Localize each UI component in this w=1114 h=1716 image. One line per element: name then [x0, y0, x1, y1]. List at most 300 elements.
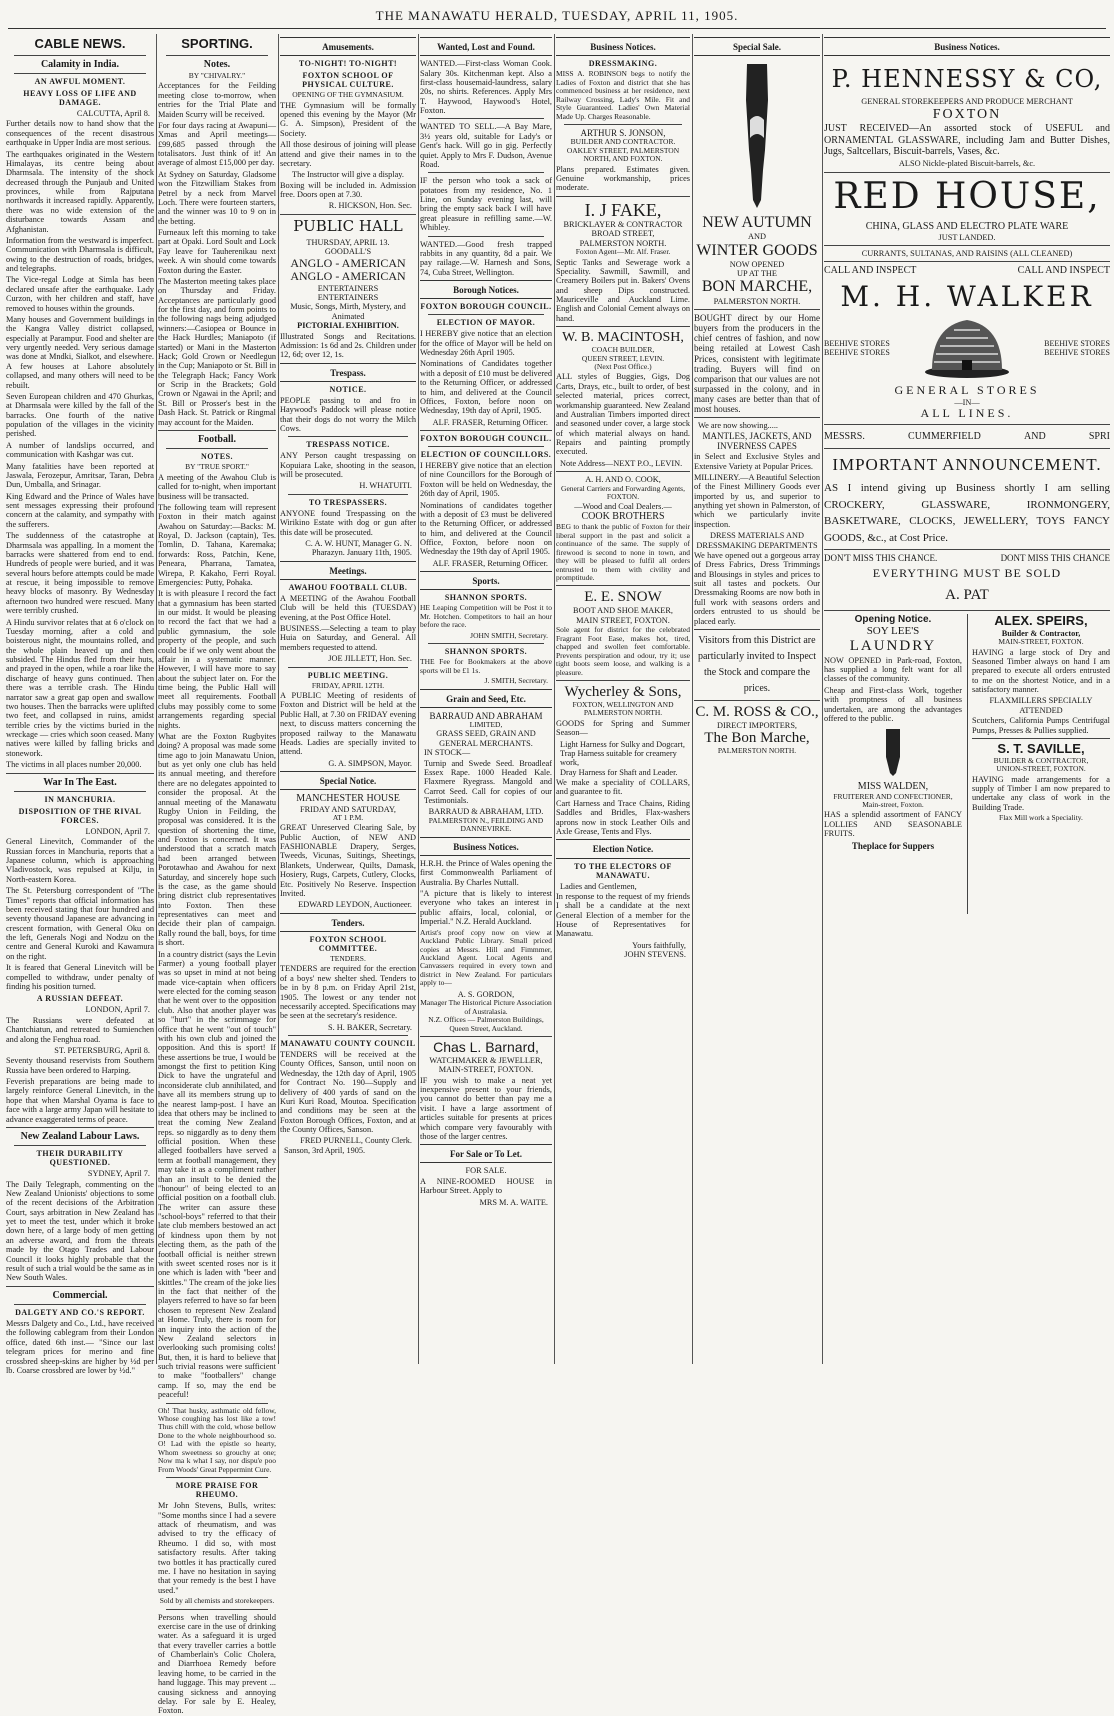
- section-heading: Special Notice.: [319, 776, 377, 787]
- section-heading: Business Notices.: [934, 42, 1000, 52]
- paragraph: The suddenness of the catastrophe at Dharmsala was appalling. In a moment the barracks were shattered from end to end. Hundreds of people were buried, and it was several hours before attempts could be made at rescue, it being impossible to remove heavy blocks of masonry. By Wednesday afternoon two hundred were rescued. Many were terribly crushed.: [6, 531, 154, 616]
- paragraph: Nominations of Candidates together with a deposit of £10 must be delivered to the Returning Officer, or addressed to him, and delivered at the Council Offices, Foxton, before noon on Wednesday, 19th day of April, 1905.: [420, 359, 552, 416]
- ad-heading: Theplace for Suppers: [851, 840, 935, 851]
- ad-subheading: CHINA, GLASS AND ELECTRO PLATE WARE: [865, 221, 1069, 233]
- paragraph: A Hindu survivor relates that at 6 o'clock on Tuesday morning, after a cold and boisterous night, the mountains rolled, and the whole plain heaved up and then subsided. The Hindus fled from their huts, and prayed in the open, while a roar like the discharge of heavy guns continued. Then there was a terrible crash. The Hindu narrator saw a great gap open and swallow two houses. Then the barracks were uplifted two feet, and collapsed in ruins, amidst terrible cries by the victims buried in the wreckage — cries which soon ceased. Many natives were killed by falling bricks and stonework.: [6, 617, 154, 758]
- paragraph: THE Fee for Bookmakers at the above sports will be £1 1s.: [420, 657, 552, 675]
- rule: [166, 1403, 268, 1404]
- ad-date: Sanson, 3rd April, 1905.: [284, 1145, 366, 1155]
- rule: [694, 700, 820, 701]
- ad-date: FRIDAY AND SATURDAY,: [300, 804, 396, 814]
- rule: [556, 326, 690, 327]
- ad-subheading: BUILDER AND CONTRACTOR.: [570, 137, 676, 147]
- paragraph: BOUGHT direct by our Home buyers from the producers in the chief centres of fashion, and now being retailed at Lowest Cash Prices, consistent with legitimate trading. Buyers will find on comparison that our values are not surpassed in the colony, and in many cases are better than that of most houses.: [694, 312, 820, 415]
- ad-heading: COOK BROTHERS: [581, 510, 665, 522]
- paragraph: "A picture that is likely to interest everyone who takes an interest in public affairs, local, colonial, or Imperial." N.Z. Herald Auckland.: [420, 889, 552, 927]
- ad-heading: E. E. SNOW: [584, 589, 662, 606]
- signature: H. WHATUITI.: [359, 481, 412, 491]
- signature: G. A. SIMPSON, Mayor.: [328, 758, 412, 768]
- paragraph: Illustrated Songs and Recitations. Admission: 1s 6d and 2s. Children under 12, 6d; over 12, 1s.: [280, 331, 416, 360]
- dateline: CALCUTTA, April 8.: [76, 109, 150, 119]
- ad-heading: FOXTON SCHOOL COMMITTEE.: [309, 934, 387, 953]
- ad-subheading: Main-street, Foxton.: [862, 800, 924, 810]
- paragraph: General Linevitch, Commander of the Russian forces in Manchuria, reports that a Japanese column, which is approaching Vladivostock, was repulsed at Kilju, in North-eastern Korea.: [6, 837, 154, 884]
- section-heading: Borough Notices.: [453, 285, 519, 296]
- paragraph: Visitors from this District are particularly invited to Inspect the Stock and compare the prices.: [697, 634, 817, 694]
- column-divider: [418, 34, 419, 1364]
- paragraph: Dray Harness for Shaft and Leader.: [560, 767, 678, 777]
- rule: [824, 610, 1110, 611]
- paragraph: The Masterton meeting takes place on Thursday and Friday. Acceptances are particularly good for the first day, and form points to the following nags being adjudged winners:—Casiopea or Bounce in the Hack Hurdles; Maniapoto (if started) or Mani in the Masterton Hack; Gold Crown or Needlegun in the Cup; Maniapoto or St. Bill in the Telegraph Hack; Fancy Work or Scrip in the Brackets; Gold Crown or Ngawai in the April; and St. Bill or Prosser's best in the Dash Hack. St. Patrick or Ringmal may account for the Maiden.: [158, 276, 276, 427]
- ad-heading: FOXTON BOROUGH COUNCIL.: [420, 434, 552, 443]
- article-subheading: HEAVY LOSS OF LIFE AND DAMAGE.: [23, 89, 137, 108]
- paragraph: Ladies and Gentlemen,: [560, 881, 637, 891]
- ad-subheading: DONT MISS THIS CHANCE: [1000, 553, 1110, 564]
- rule: [14, 1145, 146, 1146]
- rule: [280, 214, 416, 215]
- paragraph: Foxton Agent—Mr. Alf. Fraser.: [575, 247, 671, 257]
- signature: R. HICKSON, Hon. Sec.: [328, 201, 412, 211]
- paragraph: HE Leaping Competition will be Post it to Mr. Hotchen. Competitors to hail an hour before the race.: [420, 603, 552, 630]
- paragraph: Scutchers, California Pumps Centrifugal Pumps, Presses & Pullies supplied.: [972, 716, 1110, 735]
- paragraph: IF you wish to make a neat yet inexpensive present to your friends, you cannot do better than pay me a visit. I have a large assortment of articles suitable for presents at prices which compare very favourably with those of the larger centres.: [420, 1075, 552, 1141]
- ad-subheading: MAIN-STREET, FOXTON.: [998, 637, 1084, 647]
- section-heading: Business Notices.: [453, 841, 519, 852]
- rule: [428, 314, 544, 315]
- paragraph: A meeting of the Awahou Club is called for to-night, when important business will be transacted.: [158, 472, 276, 501]
- paragraph: Further details now to hand show that the consequences of the recent disastrous earthquake in Upper India are most serious.: [6, 119, 154, 148]
- paragraph: TENDERS will be received at the County Offices, Sanson, until noon on Wednesday, the 12th day of April, 1905 for Contract No. 190—Supply and delivery of 400 yards of sand on the Kuri Kuri Road, Moutoa. Specification and conditions may be seen at the Foxton Borough Offices, Foxton, and at the County Offices, Sanson.: [280, 1050, 416, 1135]
- ad-heading: BON MARCHE,: [701, 278, 813, 296]
- signature: EDWARD LEYDON, Auctioneer.: [298, 900, 412, 910]
- ad-subheading: UNION-STREET, FOXTON.: [996, 764, 1086, 774]
- paragraph: King Edward and the Prince of Wales have sent messages expressing their profound concern at the calamity, and sympathy with the sufferers.: [6, 491, 154, 529]
- rule: [428, 236, 544, 237]
- rule: [824, 172, 1110, 173]
- ad-subheading: CALL AND INSPECT: [824, 265, 917, 277]
- paragraph: Trap Harness suitable for creamery work,: [560, 748, 677, 768]
- paragraph: Mr John Stevens, Bulls, writes: "Some months since I had a severe attack of rheumatism, and was advised to try the efficacy of Rheumo. I did so, with most satisfactory results. After taking two bottles it has practically cured me. I have no hesitation in saying that your remedy is the best I have used.": [158, 1501, 276, 1595]
- article-heading: Calamity in India.: [40, 58, 120, 70]
- paragraph: N.Z. Offices — Palmerston Buildings, Queen Street, Auckland.: [428, 1015, 544, 1033]
- ad-heading: SHANNON SPORTS.: [444, 593, 528, 603]
- column-amusements: [280, 34, 416, 1362]
- section-heading: Business Notices.: [590, 42, 656, 52]
- rule: [428, 446, 544, 447]
- rule: [14, 1304, 146, 1305]
- paragraph: A number of landslips occurred, and communication with Kashgar was cut.: [6, 440, 154, 460]
- paragraph: BUSINESS.—Selecting a team to play Huia on Saturday, and General. All members requested to attend.: [280, 624, 416, 652]
- classified-ad: WANTED.—Good fresh trapped rabbits in any quantity, 8d a pair. We pay railage.—W. Harnesh and Sons, 74, Cuba Street, Wellington.: [420, 239, 552, 277]
- paragraph: HAVING a large stock of Dry and Seasoned Timber always on hand I am prepared to execute all orders entrusted to me on the shortest Notice, and in a satisfactory manner.: [972, 647, 1110, 694]
- paragraph: In response to the request of my friends I shall be a candidate at the next General Election of a member for the House of Representatives for Manawatu.: [556, 891, 690, 939]
- paragraph: BEG to thank the public of Foxton for their liberal support in the past and solicit a continuance of the same. The supply of firewood is second to none in town, and they will be pleased to fulfil all orders entrusted to them with civility and promptitude.: [556, 522, 690, 582]
- dateline: ST. PETERSBURG, April 8.: [54, 1045, 150, 1055]
- paragraph: Acceptances for the Feilding meeting close to-morrow, when entries for the Trial Plate and Maiden Scurry will be received.: [158, 81, 276, 119]
- ad-subheading: COACH BUILDER,: [591, 345, 655, 355]
- ad-heading: INVERNESS CAPES: [717, 440, 797, 451]
- paragraph: All those desirous of joining will please attend and give their names in to the secretary.: [280, 140, 416, 168]
- paragraph: In a country district (says the Levin Farmer) a young football player was so upset in mind at not being made vice-captain when officers were elected for the coming season that he went over to the opposition club. Also that another player was so "hurt" in the scrimmage for office that he went "out of touch" with his own club and joined the opposition. And this is sport! If these assertions be true, I would be amongst the first to petition King Dick to have the ungrateful and inconsiderate club annihilated, and have all its members strung up to the nearest lamp-post. I have an idea that others may be inclined to treat the coming New Zealand reps. so niggardly as to deny them official position. When these alleged footballers have served a term at football management, they may take it as a compliment rather than an insult to be denied the "honour" of being elected to an official position on a football club. The writer can assure these "school-boys" referred to that their late club members bestowed an act of kindness upon them by not electing them, as the path of the football official is neither strewn with sweet scented roses nor is it one which is laden with "beer and skittles." The cream of the joke lies in the fact that neither of the players referred to have so far been chosen to represent New Zealand at Home. Truly, there is room for an inquiry into the action of the New Zealand selectors in overlooking such promising colts! But, then, it is hard to believe that such trivial reasons were sufficient to make "footballers" change camp. If so, may the end be peaceful!: [158, 949, 276, 1400]
- paragraph: Music, Songs, Mirth, Mystery, and Animated: [290, 302, 406, 321]
- ad-subheading: BEEHIVE STORES: [824, 348, 890, 358]
- ad-subheading: DIRECT IMPORTERS,: [716, 720, 798, 730]
- signature: FRED PURNELL, County Clerk.: [300, 1136, 412, 1146]
- article-heading: Football.: [197, 433, 237, 445]
- paragraph: Light Harness for Sulky and Dogcart,: [560, 739, 685, 749]
- ad-subheading: AND: [748, 232, 766, 242]
- column-divider: [692, 34, 693, 1364]
- ad-heading: DRESSMAKING.: [588, 59, 658, 69]
- dateline: LONDON, April 7.: [85, 1005, 150, 1015]
- ad-heading: PUBLIC MEETING.: [307, 670, 389, 680]
- masthead: [0, 0, 1114, 36]
- ad-heading: W. B. MACINTOSH,: [562, 330, 684, 346]
- ad-heading: EVERYTHING MUST BE SOLD: [872, 566, 1062, 581]
- ad-heading: SHANNON SPORTS.: [444, 647, 528, 657]
- ad-heading: ENTERTAINERS: [317, 283, 379, 293]
- rule: [6, 1286, 154, 1287]
- ad-heading: WINTER GOODS: [696, 241, 818, 259]
- ad-subheading: —IN—: [954, 397, 980, 407]
- ad-heading: I. J FAKE,: [584, 199, 662, 220]
- column-divider: [156, 34, 157, 1364]
- paragraph: The Instructor will give a display.: [292, 170, 404, 180]
- ad-heading: ELECTION OF COUNCILLORS.: [420, 450, 552, 460]
- rule: [166, 1477, 268, 1478]
- ad-heading: PUBLIC HALL: [293, 216, 403, 235]
- ad-subheading: JUST LANDED.: [938, 232, 996, 242]
- ad-heading: FOXTON SCHOOL OF PHYSICAL CULTURE.: [302, 71, 394, 90]
- ad-subheading: PALMERSTON NORTH.: [713, 296, 801, 306]
- ad-heading: RED HOUSE,: [833, 175, 1101, 217]
- paragraph: HAS a splendid assortment of FANCY LOLLIES AND SEASONABLE FRUITS.: [824, 810, 962, 839]
- section-heading: SPORTING.: [181, 36, 253, 51]
- ad-heading: LAUNDRY: [849, 637, 937, 654]
- rule: [972, 738, 1110, 739]
- column-divider: [967, 614, 968, 914]
- paragraph: Cheap and First-class Work, together with promptness of all business undertaken, are among the advantages offered to the public.: [824, 685, 962, 723]
- classified-ad: WANTED TO SELL.—A Bay Mare, 3½ years old, suitable for Lady's or Gent's hack. Will go in gig. Perfectly quiet. Apply to Mrs F. Dudson, Avenue Road.: [420, 122, 552, 169]
- dateline: SYDNEY, April 7.: [87, 1169, 150, 1179]
- ad-date: FRIDAY, APRIL 12TH.: [311, 680, 385, 690]
- pointing-hand-icon: [737, 60, 777, 210]
- paragraph: Plans prepared. Estimates given. Genuine workmanship, prices moderate.: [556, 164, 690, 193]
- ad-heading: Chas L. Barnard,: [433, 1039, 539, 1056]
- ad-subheading: PALMERSTON NORTH.: [717, 746, 797, 756]
- paragraph: Seven European children and 470 Ghurkas, at Dharmsala were killed by the fall of the barracks. One fourth of the native population of the villages in the vicinity perished.: [6, 391, 154, 439]
- article-subheading: IN MANCHURIA.: [44, 794, 116, 804]
- ad-date: AT 1 P.M.: [332, 812, 364, 822]
- rule: [6, 1127, 154, 1128]
- rule: [420, 430, 552, 431]
- masthead-rule: [8, 28, 1106, 29]
- ad-heading: FOXTON: [932, 106, 1002, 122]
- paragraph: The following team will represent Foxton in their match against Awahou on Saturday:—Backs: M. Royal, D. Jackson (captain), Tes. Tomlin, D. Tahana, Karemaka; forwards: Ross, Patchin, Kene, Peneara, Pharrana, Tamatea, Wirepa, P. Kakaho, Ferri Royal. Emergencies: Putty, Pohaka.: [158, 502, 276, 587]
- ad-speirs: [972, 614, 1110, 823]
- rule: [14, 73, 146, 74]
- ad-heading: The Bon Marche,: [704, 730, 810, 747]
- paragraph: Cart Harness and Trace Chains, Riding Saddles and Bridles, Flax-washers aprons now in stock Leather Oils and Axle Grease, Tents and Flys.: [556, 798, 690, 836]
- paragraph: in Select and Exclusive Styles and Extensive Variety at Popular Prices.: [694, 452, 820, 471]
- paragraph: Flax Mill work a Speciality.: [999, 813, 1083, 822]
- dateline: LONDON, April 7.: [85, 826, 150, 836]
- ad-subheading: OAKLEY STREET, PALMERSTON NORTH, AND FOXTON.: [566, 145, 680, 164]
- ad-heading: MANTLES, JACKETS, AND: [702, 430, 812, 441]
- paragraph: A PUBLIC Meeting of residents of Foxton and District will be held at the Public Hall, at 7.30 on FRIDAY evening next, to discuss matters concerning the proposed railway to the Manawatu Heads. Ladies are specially invited to attend.: [280, 691, 416, 757]
- section-heading: Trespass.: [330, 367, 366, 378]
- paragraph: GOODS for Spring and Summer Season—: [556, 718, 690, 738]
- ad-subheading: LIMITED,: [469, 720, 503, 729]
- paragraph: Note Address—NEXT P.O., LEVIN.: [560, 458, 683, 468]
- section-heading: Special Sale.: [732, 42, 781, 52]
- signature: JOHN STEVENS.: [624, 950, 686, 960]
- ad-heading: MANAWATU COUNTY COUNCIL: [280, 1039, 416, 1049]
- ad-heading: ARTHUR S. JONSON,: [580, 128, 666, 138]
- byline: BY "CHIVALRY.": [188, 70, 246, 80]
- newspaper-title: THE MANAWATU HERALD, TUESDAY, APRIL 11, 1905.: [375, 8, 739, 23]
- paragraph: GREAT Unreserved Clearing Sale, by Public Auction, of NEW AND FASHIONABLE Drapery, Serges, Tweeds, Vicunas, Suitings, Sheetings, Blankets, Underwear, Quilts, Damask, Hosiery, Rugs, Carpets, Cutlery, Clocks, Etc. Positively No Reserve. Inspection Invited.: [280, 823, 416, 898]
- signature: ALF. FRASER, Returning Officer.: [432, 558, 548, 568]
- ad-subheading: BEEHIVE STORES: [1044, 348, 1110, 358]
- section-heading: Amusements.: [322, 42, 374, 52]
- article-heading: New Zealand Labour Laws.: [20, 1130, 140, 1142]
- paragraph: Many fatalities have been reported at Jaswala, Ferozepur, Amritsar, Taran, Debra Dun, Umballa, and Srinagar.: [6, 461, 154, 490]
- rule: [824, 549, 1110, 550]
- paragraph: Septic Tanks and Sewerage work a Speciality. Sawmill, Sawmill, and Creamery Boilers put in. Bakers' Ovens and sheep Dips constructed. Mauriceville and Auckland Lime. English and Colonial Cement always on hand.: [556, 257, 690, 323]
- rule: [694, 417, 820, 418]
- ad-subheading: BEEHIVE STORES: [1044, 339, 1110, 349]
- column-business-notices: [556, 34, 690, 1362]
- paragraph: IN STOCK—: [424, 748, 471, 758]
- ad-subheading: BOOT AND SHOE MAKER,: [573, 606, 673, 616]
- ad-heading: ENTERTAINERS: [317, 293, 379, 302]
- ad-subheading: CUMMERFIELD: [908, 430, 981, 442]
- ad-heading: M. H. WALKER: [840, 279, 1094, 313]
- paragraph: At Sydney on Saturday, Gladsome won the Fitzwilliam Stakes from Petrel by a neck from Marvel Loch. There were fourteen starters, and the winner was 10 to 9 on in the betting.: [158, 169, 276, 226]
- signature: JOHN SMITH, Secretary.: [470, 630, 548, 640]
- paragraph: For four days racing at Awapuni—Xmas and April meetings—£99,685 passed through the totalisators. Just think of it! An average of almost £15,000 per day.: [158, 120, 276, 168]
- ad-subheading: TENDERS.: [330, 953, 366, 963]
- ad-heading: A. H. AND O. COOK,: [585, 475, 661, 485]
- paragraph: Yours faithfully,: [632, 940, 686, 950]
- ad-subheading: FOXTON.: [606, 492, 640, 502]
- paragraph: H.R.H. the Prince of Wales opening the first Commonwealth Parliament of Australia. By Charles Nuttall.: [420, 858, 552, 887]
- signature: S. H. BAKER, Secretary.: [327, 1022, 412, 1032]
- ad-heading: A. PAT: [945, 587, 989, 604]
- paragraph: What are the Foxton Rugbyites doing? A proposal was made some time ago to join Manawatu Union, but as yet only one club has held its annual meeting, and therefore there are no delegates appointed to consider the proposal. At the annual meeting of the Manawatu Rugby Union in Feilding, the proposal was considered. It is the question of shortening the time, and Foxton is concerned. It was understood that a scratch match had been arranged between Porotawhao and Awahou for next Saturday, and sincerely hope such is the case, as the game should bring district club representatives into Foxton. Then these representatives can meet and decide their plan of campaign. Rally round the ball, boys, for time is short.: [158, 731, 276, 948]
- ad-subheading: General Carriers and Forwarding Agents,: [561, 483, 685, 493]
- section-heading: Tenders.: [331, 917, 365, 928]
- article-subheading: MORE PRAISE FOR RHEUMO.: [175, 1481, 259, 1500]
- section-heading: Election Notice.: [592, 844, 654, 855]
- ad-subheading: OPENING OF THE GYMNASIUM.: [292, 90, 404, 100]
- paragraph: The victims in all places number 20,000.: [6, 760, 142, 770]
- ad-subheading: SPRI: [1088, 430, 1110, 442]
- column-divider: [554, 34, 555, 1364]
- ad-subheading: MESSRS.: [824, 430, 865, 442]
- article-subheading: THEIR DURABILITY QUESTIONED.: [36, 1149, 124, 1168]
- column-large-ads: [824, 34, 1110, 1362]
- rule: [556, 585, 690, 586]
- ad-subheading: AND: [1024, 430, 1046, 442]
- paragraph: The Daily Telegraph, commenting on the New Zealand Unionists' objections to some of the recent decisions of the Arbitration Court, says arbitration in New Zealand has yet to meet the test, under which it broke down here, of a large body of men getting an adverse award, and from the threats made by the Otago Trades and Labour Council it looks highly probable that the result of such a trial would be the same as in New South Wales.: [6, 1179, 154, 1283]
- rule: [288, 667, 408, 668]
- paragraph: THE Gymnasium will be formally opened this evening by the Mayor (Mr G. A. Simpson), President of the Society.: [280, 100, 416, 138]
- rule: [824, 245, 1110, 246]
- ad-heading: IMPORTANT ANNOUNCEMENT.: [832, 455, 1102, 475]
- ad-subheading: Builder & Contractor,: [1001, 628, 1081, 638]
- article-subheading: AN AWFUL MOMENT.: [34, 76, 126, 86]
- ad-subheading: BUILDER & CONTRACTOR,: [993, 755, 1089, 765]
- article-heading: War In The East.: [43, 776, 117, 788]
- paragraph: ALL styles of Buggies, Gigs, Dog Carts, Drays, etc., built to order, of best selected material, prices correct, workmanship guaranteed. New Zealand and Australian Timbers imported direct and seasoned under cover, a large stock of which material always on hand. Repairs and painting promptly executed.: [556, 372, 690, 457]
- ad-subheading: WATCHMAKER & JEWELLER,: [429, 1055, 543, 1065]
- classified-ad: IF the person who took a sack of potatoes from my residence, No. 1 Line, on Sunday evening last, will bring the empty sack back I will have great pleasure in refilling same.—W. Whibley.: [420, 176, 552, 233]
- signature: J. SMITH, Secretary.: [484, 676, 548, 686]
- rule: [556, 471, 690, 472]
- paragraph: We have opened out a gorgeous array of Dress Fabrics, Dress Trimmings and Blousings in styles and prices to suit all tastes and pockets. Our Dressmaking Rooms are now both in full work with seasons orders and orders entrusted to us should be placed early.: [694, 550, 820, 626]
- ad-heading: BARRAUD AND ABRAHAM: [429, 710, 543, 721]
- rule: [166, 55, 268, 56]
- ad-subheading: GENERAL STOREKEEPERS AND PRODUCE MERCHANT: [861, 97, 1073, 107]
- ad-subheading: FLAXMILLERS SPECIALLY ATTENDED: [989, 696, 1093, 715]
- paragraph: It is with pleasure I record the fact that a gymnasium has been started in our midst. It would be pleasing to record the fact that we had a public gymnasium, the sole property of the people, and such could be if we only went about the affair in a systematic manner. However, I will have more to say about the subject later on. For the time being, the Public Hall will meet all requirements. Football clubs may possibly come to some arrangements regarding special nights.: [158, 589, 276, 730]
- article-heading: Commercial.: [52, 1289, 108, 1301]
- ad-heading: P. HENNESSY & CO,: [831, 65, 1103, 94]
- rule: [158, 430, 276, 431]
- ad-heading: MANCHESTER HOUSE: [296, 793, 400, 805]
- paragraph: TENDERS are required for the erection of a boys' new shelter shed. Tenders to be in by 8 p.m. on Friday April 21st, 1905. The lowest or any tender not necessarily accepted. Specifications may be seen at the secretary's residence.: [280, 964, 416, 1021]
- ad-heading: NEW AUTUMN: [702, 214, 812, 232]
- ad-subheading: MAIN STREET, FOXTON.: [576, 615, 670, 625]
- ad-subheading: NOW OPENED: [729, 259, 785, 269]
- article-subheading: NOTES.: [200, 452, 234, 462]
- ad-heading: GENERAL STORES: [894, 383, 1040, 398]
- rule: [556, 196, 690, 197]
- paragraph: Persons when travelling should exercise care in the use of drinking water. As a safeguard it is urged that every traveller carries a bottle of Chamberlain's Colic Cholera, and Diarrhoea Remedy before leaving home, to be carried in the hand luggage. This may prevent ... causing sickness and annoying delay. For sale by E. Healey, Foxton.: [158, 1612, 276, 1716]
- ad-subheading: CALL AND INSPECT: [1017, 265, 1110, 277]
- ad-subheading: MAIN-STREET, FOXTON.: [438, 1065, 534, 1075]
- rule: [824, 424, 1110, 425]
- section-heading: Sports.: [472, 576, 500, 587]
- ad-heading: FOXTON BOROUGH COUNCIL.: [420, 302, 552, 312]
- paragraph: A MEETING of the Awahou Football Club will be held this (TUESDAY) evening, at the Post Office Hotel.: [280, 593, 416, 622]
- ad-subheading: BEEHIVE STORES: [824, 339, 890, 349]
- signature: C. A. W. HUNT, Manager G. N. Pharazyn. January 11th, 1905.: [305, 539, 412, 558]
- column-cable-news: [6, 34, 154, 1375]
- rule: [824, 261, 1110, 262]
- ad-subheading: DON'T MISS THIS CHANCE.: [824, 553, 938, 564]
- paragraph: Information from the westward is imperfect. Communication with Dharmsala is difficult, owing to the destruction of roads, bridges, and telegraphs.: [6, 235, 154, 274]
- rule: [6, 773, 154, 774]
- paragraph: Sold by all chemists and storekeepers.: [159, 1596, 275, 1606]
- rule: [556, 680, 690, 681]
- paragraph: MISS A. ROBINSON begs to notify the Ladies of Foxton and district that she has commenced business at her residence, next Railway Crossing, Lady's Mile. Fit and Style Guaranteed. Ladies' Own Material Made Up. Charges Reasonable.: [556, 69, 690, 121]
- paragraph: The Russians were defeated at Chantchiatun, and retreated to Sumienchen and along the Fenghua road.: [6, 1015, 154, 1044]
- section-heading: For Sale or To Let.: [450, 1149, 522, 1160]
- ad-heading: PICTORIAL EXHIBITION.: [297, 321, 399, 331]
- paragraph: We make a speciality of COLLARS, and guarantee to fit.: [556, 778, 690, 797]
- ad-heading: BARRAUD & ABRAHAM, LTD.: [428, 807, 544, 817]
- section-heading: Grain and Seed, Etc.: [446, 693, 526, 704]
- ad-heading: MISS WALDEN,: [857, 781, 929, 793]
- ad-heading: SOY LEE'S: [866, 625, 920, 638]
- paragraph: Sole agent for district for the celebrated Fragrant Foot Ease, makes hot, tired, chapped and swollen feet comfortable. Prevents perspiration and odour, try it; use tight boots seem loose, and walking is a pleasure.: [556, 625, 690, 677]
- paragraph: Turnip and Swede Seed. Broadleaf Essex Rape. 1000 Headed Kale. Flaxmere Ryegrass. Mangold and Carrot Seed. Call for copies of our Testimonials.: [424, 758, 552, 806]
- rule: [420, 1036, 552, 1037]
- rule: [428, 172, 544, 173]
- byline: BY "TRUE SPORT.": [185, 462, 249, 472]
- paragraph: It is feared that General Linevitch will be compelled to withdraw, under penalty of finding his position turned.: [6, 963, 154, 991]
- ad-subheading: FRUITERER AND CONFECTIONER,: [833, 791, 953, 801]
- column-divider: [278, 34, 279, 1364]
- article-subheading: A RUSSIAN DEFEAT.: [36, 994, 124, 1004]
- paragraph: Nominations of candidates together with a deposit of £3 must be delivered to the Returning Officer, or addressed to him, and delivered at the Council Office, Foxton, before noon on Wednesday the 19th day of April 1905.: [420, 500, 552, 557]
- column-sporting: [158, 34, 276, 1716]
- paragraph: NOW OPENED in Park-road, Foxton, has supplied a long felt want for all classes of the community.: [824, 655, 962, 684]
- ad-subheading: QUEEN STREET, LEVIN.: [581, 353, 665, 363]
- ad-subheading: CURRANTS, SULTANAS, AND RAISINS (ALL CLEANED): [861, 249, 1073, 259]
- ad-heading: Opening Notice.: [854, 613, 932, 625]
- paragraph: AS I intend giving up Business shortly I am selling CROCKERY, GLASSWARE, IRONMONGERY, BASKETWARE, CLOCKS, JEWELLERY, TOYS FANCY GOODS, &c., at Cost Price.: [824, 482, 1110, 544]
- ad-heading: Wycherley & Sons,: [564, 683, 682, 700]
- paragraph: Boxing will be included in. Admission free. Doors open at 7.30.: [280, 180, 416, 200]
- paragraph: Seventy thousand reservists from Southern Russia have been ordered to Harping.: [6, 1056, 154, 1075]
- rule: [824, 448, 1110, 449]
- ad-heading: DRESS MATERIALS AND DRESSMAKING DEPARTMENTS: [696, 531, 818, 550]
- ad-date: THURSDAY, APRIL 13.: [306, 237, 390, 247]
- ad-subheading: PALMERSTON NORTH.: [579, 238, 667, 248]
- ad-heading: GOODALL'S: [324, 247, 372, 257]
- section-heading: Wanted, Lost and Found.: [437, 42, 535, 52]
- ad-heading: TO TRESPASSERS.: [308, 497, 388, 507]
- ad-heading: TRESPASS NOTICE.: [306, 440, 390, 450]
- ad-subheading: —Wood and Coal Dealers.—: [574, 501, 672, 511]
- ad-subheading: BROAD STREET,: [591, 229, 655, 239]
- paragraph: Furneaux left this morning to take part at Opaki. Lord Soult and Lock Fay leave for Tauherenikau next week. A win should come towards Foxton during the Easter.: [158, 228, 276, 275]
- ad-heading: TO THE ELECTORS OF MANAWATU.: [574, 861, 672, 880]
- paragraph: HAVING made arrangements for a supply of Timber I am now prepared to undertake any class of work in the Building Trade.: [972, 774, 1110, 812]
- ad-heading: A. S. GORDON,: [457, 989, 515, 999]
- signature: JOE JILLETT, Hon. Sec.: [328, 654, 412, 664]
- rule: [14, 55, 146, 56]
- rule: [428, 118, 544, 119]
- rule: [694, 629, 820, 630]
- rule: [288, 436, 408, 437]
- ad-subheading: FOXTON, WELLINGTON AND PALMERSTON NORTH.: [572, 699, 674, 718]
- rule: [14, 791, 146, 792]
- paragraph: Many houses and Government buildings in the Kangra Valley district collapsed, especially at Parampur. Food and shelter are very urgently needed. Very serious damage was done at Mndki, Sialkot, and elsewhere. A few houses at Lahore absolutely collapsed, and many others will need to be rebuilt.: [6, 314, 154, 390]
- paragraph: MILLINERY.—A Beautiful Selection of the Finest Millinery Goods ever imported by us, and superior to anything yet shown in Palmerston, of which we particularly invite inspection.: [694, 472, 820, 529]
- paragraph: Feverish preparations are being made to largely reinforce General Linevitch, in the hope that when Marshal Oyama is face to face with a large army Japan will hesitate to advance exaggerated terms of peace.: [6, 1077, 154, 1124]
- rule: [288, 1035, 408, 1036]
- section-heading: CABLE NEWS.: [34, 36, 126, 51]
- ad-subheading: UP AT THE: [737, 269, 777, 279]
- signature: ALF. FRASER, Returning Officer.: [432, 417, 548, 427]
- column-wanted: [420, 34, 552, 1362]
- paragraph: I HEREBY give notice that an election of nine Councillors for the Borough of Foxton will be held on Wednesday, the 26th day of April, 1905.: [420, 461, 552, 499]
- ad-heading: NOTICE.: [329, 384, 367, 394]
- verse: Oh! That husky, asthmatic old fellow, Whose coughing has lost like a tow! Thus chill with the cold, whose bellow Done to the whole neighbourhood so. O! Lad with the epistle so hearty, Whom sweetness so grouchy at one; Now ma k what I say, nor dispu'e poo From Woods' Great Peppermint Cure.: [158, 1405, 276, 1474]
- ad-soy-lee: [824, 614, 962, 851]
- paragraph: I HEREBY give notice that an election for the office of Mayor will be held on Wednesday 26th April 1905.: [420, 329, 552, 357]
- ad-heading: FOR SALE.: [465, 1166, 507, 1176]
- ad-heading: TO-NIGHT! TO-NIGHT!: [298, 59, 398, 69]
- rule: [428, 643, 544, 644]
- classified-ad: WANTED.—First-class Woman Cook. Salary 30s. Kitchenman kept. Also a first-class housemaid-laundress, salary 20s, no shirts. References. Apply Mrs T. Haywood, Haywood's Hotel, Foxton.: [420, 59, 552, 116]
- rule: [564, 124, 682, 125]
